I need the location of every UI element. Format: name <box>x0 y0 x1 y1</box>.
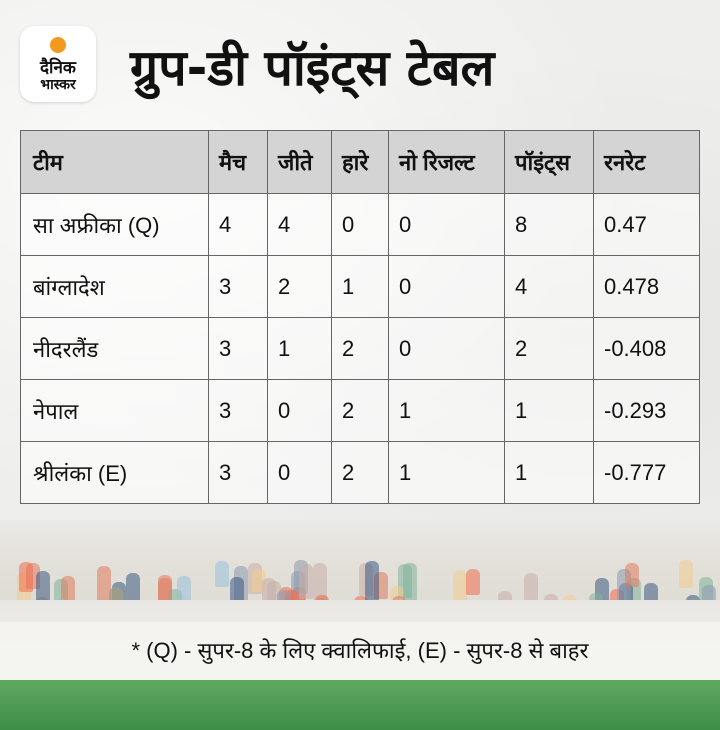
crowd-figure <box>299 564 313 599</box>
cell-points: 1 <box>505 380 594 442</box>
crowd-figure <box>466 569 480 595</box>
table-row <box>21 256 700 318</box>
cell-won: 0 <box>268 442 332 504</box>
crowd-figure <box>625 563 639 587</box>
cell-no-result: 0 <box>389 318 505 380</box>
cell-points: 4 <box>505 256 594 318</box>
cell-lost: 2 <box>332 442 389 504</box>
cell-points: 1 <box>505 442 594 504</box>
table-row <box>21 194 700 256</box>
footnote: * (Q) - सुपर-8 के लिए क्वालिफाई, (E) - सुपर-8 से बाहर <box>0 622 720 680</box>
dainik-bhaskar-logo <box>20 26 96 102</box>
cell-matches: 3 <box>209 318 268 380</box>
header-lost: हारे <box>332 131 389 194</box>
page-title: ग्रुप-डी पॉइंट्स टेबल <box>130 39 495 97</box>
crowd-figure <box>19 562 33 592</box>
crowd-figure <box>215 561 229 587</box>
header-matches: मैच <box>209 131 268 194</box>
cell-run-rate: 0.478 <box>594 256 700 318</box>
cell-no-result: 0 <box>389 256 505 318</box>
cell-matches: 4 <box>209 194 268 256</box>
cell-matches: 3 <box>209 256 268 318</box>
cell-won: 2 <box>268 256 332 318</box>
cell-no-result: 0 <box>389 194 505 256</box>
cell-lost: 0 <box>332 194 389 256</box>
header-points: पॉइंट्स <box>505 131 594 194</box>
grass-field <box>0 680 720 730</box>
cell-matches: 3 <box>209 380 268 442</box>
header-team: टीम <box>21 131 209 194</box>
cell-team: सा अफ्रीका (Q) <box>21 194 209 256</box>
crowd-figure <box>679 560 693 588</box>
cell-points: 8 <box>505 194 594 256</box>
cell-won: 0 <box>268 380 332 442</box>
cell-lost: 1 <box>332 256 389 318</box>
cell-won: 4 <box>268 194 332 256</box>
cell-run-rate: -0.293 <box>594 380 700 442</box>
cell-run-rate: -0.408 <box>594 318 700 380</box>
header-no-result: नो रिजल्ट <box>389 131 505 194</box>
cell-matches: 3 <box>209 442 268 504</box>
cell-run-rate: 0.47 <box>594 194 700 256</box>
table-row <box>21 318 700 380</box>
logo-line-1: दैनिक <box>40 58 76 78</box>
table-row <box>21 380 700 442</box>
cell-points: 2 <box>505 318 594 380</box>
cell-no-result: 1 <box>389 380 505 442</box>
cell-run-rate: -0.777 <box>594 442 700 504</box>
cell-team: नीदरलैंड <box>21 318 209 380</box>
cell-no-result: 1 <box>389 442 505 504</box>
table-header-row <box>21 131 700 194</box>
cell-won: 1 <box>268 318 332 380</box>
cell-team: श्रीलंका (E) <box>21 442 209 504</box>
header-run-rate: रनरेट <box>594 131 700 194</box>
table-row <box>21 442 700 504</box>
logo-line-2: भास्कर <box>40 77 76 93</box>
cell-team: नेपाल <box>21 380 209 442</box>
cell-lost: 2 <box>332 318 389 380</box>
cell-lost: 2 <box>332 380 389 442</box>
crowd-figure <box>262 578 276 601</box>
sun-icon <box>50 37 66 53</box>
header <box>0 0 720 120</box>
points-table <box>20 130 700 504</box>
cell-team: बांग्लादेश <box>21 256 209 318</box>
header-won: जीते <box>268 131 332 194</box>
